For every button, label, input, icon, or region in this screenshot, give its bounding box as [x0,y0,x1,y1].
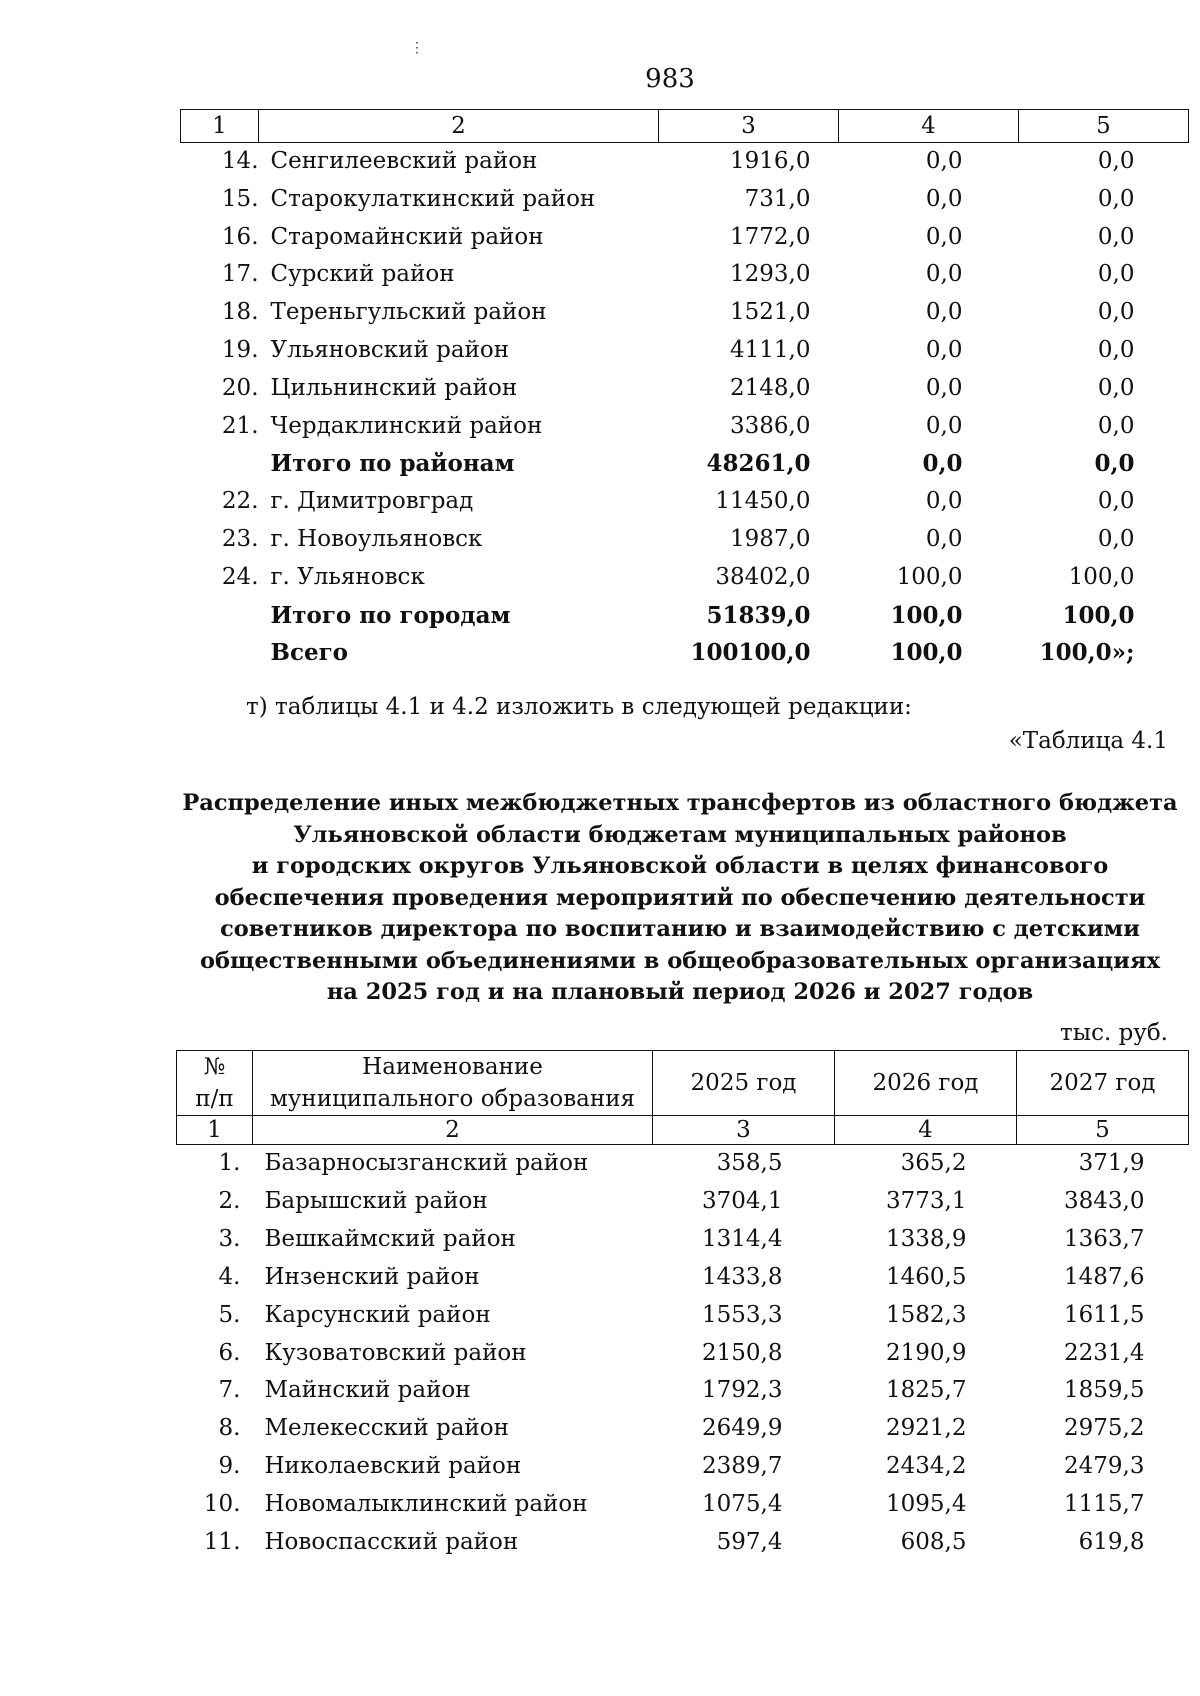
header-num [177,1051,253,1116]
distribution-table [176,1050,1189,1562]
column-number-row [177,1116,1189,1145]
row-name: Всего [270,639,349,667]
row-name: Ульяновский район [270,336,510,363]
row-number: 10. [203,1491,241,1518]
value-col3: 1916,0 [730,148,811,174]
row-number: 3. [218,1225,241,1252]
value-col4: 0,0 [925,299,963,326]
empty-cell [181,634,259,672]
row-number: 15. [221,185,259,212]
table-row [181,370,1189,408]
row-name: Николаевский район [264,1453,522,1480]
value-col5: 1487,6 [1064,1263,1145,1290]
row-name: г. Ульяновск [270,563,425,590]
value-col3: 1314,4 [702,1225,783,1252]
empty-cell [181,597,259,635]
row-name: Новомалыклинский район [264,1491,588,1518]
value-col5: 0,0 [1097,261,1135,288]
title-line: обеспечения проведения мероприятий по обеспечению деятельности [214,884,1146,911]
value-col4: 1825,7 [886,1377,967,1404]
row-number: 16. [221,223,259,250]
value-col5: 0,0 [1097,488,1135,515]
row-number: 1. [218,1150,241,1176]
value-col3: 1433,8 [702,1263,783,1290]
row-name: Мелекесский район [264,1415,509,1442]
value-col5: 100,0 [1062,601,1135,629]
empty-cell [181,445,259,483]
value-col4: 2434,2 [886,1453,967,1480]
row-name: Тереньгульский район [270,299,547,326]
row-number: 24. [221,563,259,590]
header-name [253,1051,653,1116]
value-col4: 3773,1 [886,1187,967,1214]
value-col5: 1859,5 [1064,1377,1145,1404]
value-col5: 0,0 [1097,336,1135,363]
value-col3: 100100,0 [690,639,811,667]
value-col5: 0,0 [1097,412,1135,439]
value-col5: 3843,0 [1064,1187,1145,1214]
value-col4: 1338,9 [886,1225,967,1252]
value-col4: 365,2 [900,1150,967,1176]
table-row [181,521,1189,559]
value-col4: 2190,9 [886,1339,967,1366]
col-number: 2 [253,1116,653,1145]
table-row [177,1524,1189,1562]
value-col4: 0,0 [925,374,963,401]
table-row [177,1372,1189,1410]
value-col4: 2921,2 [886,1415,967,1442]
table-row [181,332,1189,370]
value-col5: 0,0 [1097,299,1135,326]
value-col3: 358,5 [716,1150,783,1176]
value-col3: 2150,8 [702,1339,783,1366]
value-col3: 1521,0 [730,299,811,326]
value-col4: 0,0 [922,450,963,478]
row-number: 23. [221,525,259,552]
table-row [181,219,1189,257]
header-2026: 2026 год [835,1051,1017,1116]
value-col3: 1772,0 [730,223,811,250]
row-name: Сурский район [270,261,455,288]
value-col4: 608,5 [900,1529,967,1556]
value-col4: 100,0 [890,601,963,629]
row-name: Итого по районам [270,450,515,478]
title-line: общественными объединениями в общеобразовательных организациях [200,947,1160,974]
col-number: 2 [259,110,659,143]
scan-artifact: ⋮ [410,40,424,56]
value-col4: 0,0 [925,336,963,363]
row-name: Базарносызганский район [264,1150,589,1176]
value-col3: 38402,0 [715,563,811,590]
title-line: Ульяновской области бюджетам муниципальных районов [293,821,1067,848]
row-name: Чердаклинский район [270,412,543,439]
col-number: 4 [839,110,1019,143]
row-name: Новоспасский район [264,1529,519,1556]
value-col5: 0,0 [1097,185,1135,212]
table-row [177,1448,1189,1486]
row-number: 20. [221,374,259,401]
value-col3: 3386,0 [730,412,811,439]
value-col5: 2479,3 [1064,1453,1145,1480]
row-number: 5. [218,1301,241,1328]
header-name-line2: муниципального образования [269,1086,636,1112]
col-number: 4 [835,1116,1017,1145]
table-row [181,559,1189,597]
value-col3: 1075,4 [702,1491,783,1518]
continuation-table [180,109,1189,672]
row-name: Майнский район [264,1377,471,1404]
distribution-table-header [177,1051,1189,1145]
value-col4: 1460,5 [886,1263,967,1290]
row-name: г. Димитровград [270,488,474,515]
continuation-table-body [181,110,1189,673]
value-col5: 1611,5 [1064,1301,1145,1328]
value-col3: 731,0 [744,185,811,212]
value-col5: 1363,7 [1064,1225,1145,1252]
subtotal-row [181,597,1189,635]
value-col3: 1553,3 [702,1301,783,1328]
value-col3: 48261,0 [706,450,811,478]
table-row [181,408,1189,446]
row-name: Сенгилеевский район [270,148,538,174]
table-row [177,1335,1189,1373]
col-number: 1 [181,110,259,143]
row-name: Инзенский район [264,1263,480,1290]
row-name: Цильнинский район [270,374,518,401]
value-col4: 0,0 [925,185,963,212]
table-row [177,1145,1189,1183]
header-2025: 2025 год [653,1051,835,1116]
header-num-line2: п/п [195,1086,234,1112]
row-number: 11. [203,1529,241,1556]
value-col4: 100,0 [890,639,963,667]
value-col5: 371,9 [1078,1150,1145,1176]
header-num-line1: № [203,1054,226,1080]
table-label: «Таблица 4.1 [1008,728,1168,754]
distribution-table-body [177,1145,1189,1562]
table-header-row [181,110,1189,143]
row-number: 9. [218,1453,241,1480]
value-col4: 0,0 [925,223,963,250]
value-col5: 0,0 [1094,450,1135,478]
units-label: тыс. руб. [1060,1020,1168,1046]
row-number: 22. [221,488,259,515]
title-line: советников директора по воспитанию и взаимодействию с детскими [220,916,1140,942]
row-number: 18. [221,299,259,326]
row-name: Старомайнский район [270,223,544,250]
table-row [177,1221,1189,1259]
header-2027: 2027 год [1017,1051,1189,1116]
table-row [177,1297,1189,1335]
value-col3: 11450,0 [715,488,811,515]
title-line: и городских округов Ульяновской области в целях финансового [251,853,1109,879]
table-header-row [177,1051,1189,1116]
col-number: 5 [1017,1116,1189,1145]
col-number: 3 [653,1116,835,1145]
col-number: 1 [177,1116,253,1145]
table-title [160,788,1200,1009]
value-col4: 1582,3 [886,1301,967,1328]
value-col5: 619,8 [1078,1529,1145,1556]
value-col3: 2649,9 [702,1415,783,1442]
row-name: Кузоватовский район [264,1339,527,1366]
col-number: 3 [659,110,839,143]
value-col3: 597,4 [716,1529,783,1556]
row-name: г. Новоульяновск [270,525,483,552]
subtotal-row [181,634,1189,672]
row-number: 7. [218,1377,241,1404]
value-col4: 0,0 [925,488,963,515]
value-col5: 0,0 [1097,148,1135,174]
value-col4: 1095,4 [886,1491,967,1518]
value-col5: 1115,7 [1064,1491,1145,1518]
table-row [181,256,1189,294]
value-col3: 4111,0 [730,336,811,363]
value-col4: 0,0 [925,525,963,552]
row-name: Итого по городам [270,601,511,629]
row-number: 14. [221,148,259,174]
value-col5: 0,0 [1097,525,1135,552]
row-name: Барышский район [264,1187,488,1214]
value-col4: 0,0 [925,412,963,439]
table-row [181,483,1189,521]
row-number: 4. [218,1263,241,1290]
value-col3: 51839,0 [706,601,811,629]
table-row [181,143,1189,181]
col-number: 5 [1019,110,1189,143]
row-number: 17. [221,261,259,288]
title-line: Распределение иных межбюджетных трансфертов из областного бюджета [182,790,1178,816]
value-col5: 100,0 [1068,563,1135,590]
row-number: 19. [221,336,259,363]
row-number: 21. [221,412,259,439]
table-row [181,181,1189,219]
value-col3: 1987,0 [730,525,811,552]
header-name-line1: Наименование [362,1054,543,1080]
table-row [177,1183,1189,1221]
value-col3: 1293,0 [730,261,811,288]
row-name: Вешкаймский район [264,1225,516,1252]
value-col5: 2231,4 [1064,1339,1145,1366]
table-row [181,294,1189,332]
value-col3: 1792,3 [702,1377,783,1404]
value-col5: 0,0 [1097,374,1135,401]
value-col5: 0,0 [1097,223,1135,250]
value-col5: 2975,2 [1064,1415,1145,1442]
value-col3: 2148,0 [730,374,811,401]
table-row [177,1259,1189,1297]
row-number: 2. [218,1187,241,1214]
page-number: 983 [645,64,695,94]
row-name: Старокулаткинский район [270,185,596,212]
value-col3: 2389,7 [702,1453,783,1480]
row-name: Карсунский район [264,1301,491,1328]
table-row [177,1486,1189,1524]
row-number: 8. [218,1415,241,1442]
value-col4: 0,0 [925,148,963,174]
row-number: 6. [218,1339,241,1366]
title-line: на 2025 год и на плановый период 2026 и 2027 годов [326,979,1034,1005]
value-col3: 3704,1 [702,1187,783,1214]
value-col4: 0,0 [925,261,963,288]
value-col4: 100,0 [896,563,963,590]
subtotal-row [181,445,1189,483]
instruction-text: т) таблицы 4.1 и 4.2 изложить в следующей редакции: [246,694,912,720]
table-row [177,1410,1189,1448]
value-col5: 100,0»; [1039,639,1135,667]
